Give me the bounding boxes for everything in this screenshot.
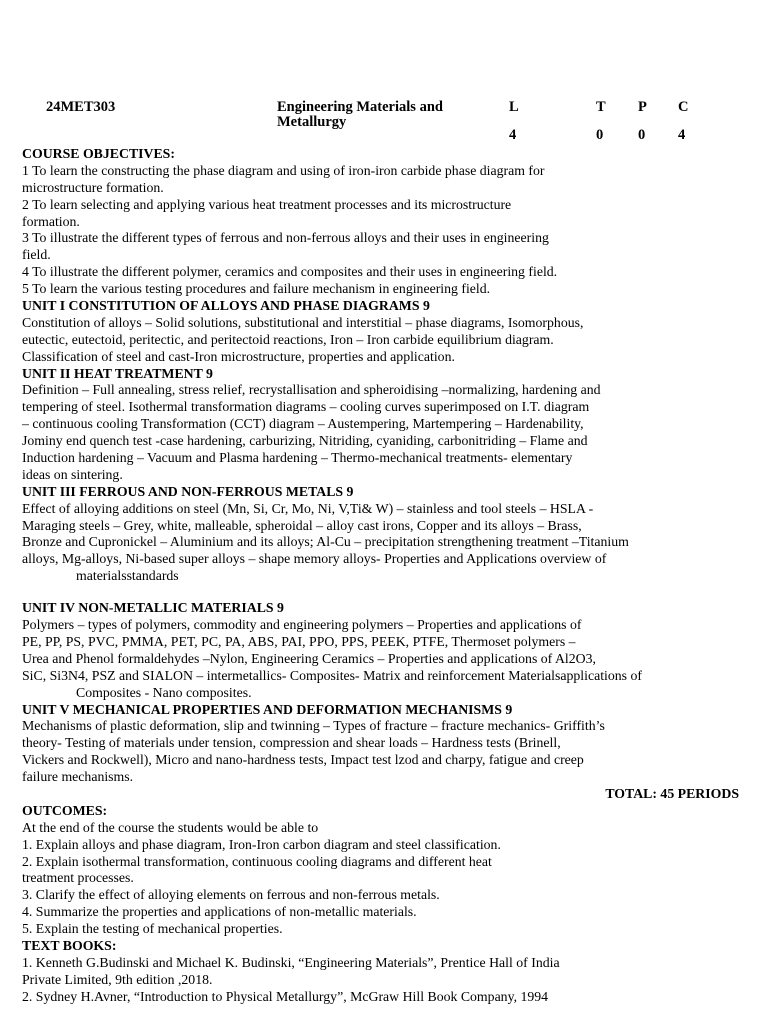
body-text-line: Constitution of alloys – Solid solutions, substitutional and interstitial – phase diagrams, Isomorphous, — [22, 314, 584, 330]
blank-line — [22, 585, 752, 600]
body-text-line: Vickers and Rockwell), Micro and nano-hardness tests, Impact test lzod and charpy, fatigue and creep — [22, 752, 584, 768]
section-heading: UNIT III FERROUS AND NON-FERROUS METALS 9 — [22, 483, 354, 499]
body-text-line: 2. Explain isothermal transformation, continuous cooling diagrams and different heat — [22, 853, 492, 869]
body-text-line: Private Limited, 9th edition ,2018. — [22, 971, 213, 987]
body-text-line: 5 To learn the various testing procedures and failure mechanism in engineering field. — [22, 281, 491, 297]
body-text-line: – continuous cooling Transformation (CCT) diagram – Austempering, Martempering – Hardenability, — [22, 416, 584, 432]
body-text-line: formation. — [22, 213, 80, 229]
body-text-line: Jominy end quench test -case hardening, carburizing, Nitriding, cyaniding, carbonitriding – Flame and — [22, 433, 588, 449]
body-text-line: Mechanisms of plastic deformation, slip and twinning – Types of fracture – fracture mechanics- Griffith’s — [22, 718, 605, 734]
body-text-line: tempering of steel. Isothermal transformation diagrams – cooling curves superimposed on I.T. diagram — [22, 399, 590, 415]
section-heading: UNIT I CONSTITUTION OF ALLOYS AND PHASE DIAGRAMS 9 — [22, 298, 430, 314]
body-text-line: ideas on sintering. — [22, 466, 123, 482]
body-text-line: PE, PP, PS, PVC, PMMA, PET, PC, PA, ABS, PAI, PPO, PPS, PEEK, PTFE, Thermoset polymers – — [22, 633, 576, 649]
body-text-line: Definition – Full annealing, stress relief, recrystallisation and spheroidising –normalizing, hardening and — [22, 382, 601, 398]
body-text-line: 3 To illustrate the different types of ferrous and non-ferrous alloys and their uses in engineering — [22, 230, 549, 246]
ltpc-value-p: 0 — [638, 127, 646, 143]
body-text-line: failure mechanisms. — [22, 769, 134, 785]
section-heading: TEXT BOOKS: — [22, 937, 117, 953]
body-text-line: theory- Testing of materials under tension, compression and shear loads – Hardness tests (Brinell, — [22, 735, 561, 751]
ltpc-value-l: 4 — [509, 127, 517, 143]
body-text-line: alloys, Mg-alloys, Ni-based super alloys – shape memory alloys- Properties and Applications overview of — [22, 551, 607, 567]
body-text-line: 1. Explain alloys and phase diagram, Iron-Iron carbon diagram and steel classification. — [22, 836, 501, 852]
ltpc-label-c: C — [678, 99, 689, 115]
body-text-line: Bronze and Cupronickel – Aluminium and its alloys; Al-Cu – precipitation strengthening treatment –Titanium — [22, 534, 629, 550]
body-text-line: 2. Sydney H.Avner, “Introduction to Physical Metallurgy”, McGraw Hill Book Company, 1994 — [22, 988, 549, 1004]
body-text-line: Composites - Nano composites. — [76, 684, 252, 700]
body-text-line: Induction hardening – Vacuum and Plasma hardening – Thermo-mechanical treatments- elementary — [22, 450, 573, 466]
section-heading: OUTCOMES: — [22, 802, 108, 818]
body-text-line: microstructure formation. — [22, 179, 164, 195]
body-text-line: 1 To learn the constructing the phase diagram and using of iron-iron carbide phase diagram for — [22, 162, 545, 178]
body-text-line: 1. Kenneth G.Budinski and Michael K. Budinski, “Engineering Materials”, Prentice Hall of India — [22, 954, 560, 970]
ltpc-label-p: P — [638, 99, 647, 115]
body-text-line: 5. Explain the testing of mechanical properties. — [22, 921, 283, 937]
section-heading: UNIT IV NON-METALLIC MATERIALS 9 — [22, 600, 284, 616]
syllabus-body — [22, 146, 752, 1006]
body-text-line: eutectic, eutectoid, peritectic, and peritectoid reactions, Iron – Iron carbide equilibrium diagram. — [22, 331, 554, 347]
ltpc-value-c: 4 — [678, 127, 686, 143]
body-text-line: Polymers – types of polymers, commodity and engineering polymers – Properties and applications of — [22, 617, 582, 633]
body-text-line: 4. Summarize the properties and applications of non-metallic materials. — [22, 904, 417, 920]
body-text-line: 4 To illustrate the different polymer, ceramics and composites and their uses in engineering field. — [22, 264, 558, 280]
body-text-line: Urea and Phenol formaldehydes –Nylon, Engineering Ceramics – Properties and applications of Al2O3, — [22, 650, 596, 666]
body-text-line: At the end of the course the students would be able to — [22, 819, 319, 835]
section-heading: COURSE OBJECTIVES: — [22, 146, 175, 161]
ltpc-label-l: L — [509, 99, 519, 115]
course-title-line1: Engineering Materials and — [277, 99, 443, 115]
body-text-line: treatment processes. — [22, 870, 134, 886]
body-text-line: 3. Clarify the effect of alloying elements on ferrous and non-ferrous metals. — [22, 887, 440, 903]
body-text-line: Maraging steels – Grey, white, malleable, spheroidal – alloy cast irons, Copper and its alloys – Brass, — [22, 517, 582, 533]
ltpc-label-t: T — [596, 99, 606, 115]
body-text-line: 2 To learn selecting and applying various heat treatment processes and its microstructure — [22, 196, 512, 212]
section-heading: UNIT V MECHANICAL PROPERTIES AND DEFORMATION MECHANISMS 9 — [22, 701, 513, 717]
course-code: 24MET303 — [46, 99, 116, 115]
body-text-line: Classification of steel and cast-Iron microstructure, properties and application. — [22, 348, 455, 364]
body-text-line: SiC, Si3N4, PSZ and SIALON – intermetallics- Composites- Matrix and reinforcement Materialsapplications of — [22, 667, 642, 683]
course-title-line2: Metallurgy — [277, 114, 347, 130]
body-text-line: field. — [22, 247, 51, 263]
ltpc-value-t: 0 — [596, 127, 604, 143]
body-text-line: Effect of alloying additions on steel (Mn, Si, Cr, Mo, Ni, V,Ti& W) – stainless and tool steels – HSLA - — [22, 500, 594, 516]
section-heading: TOTAL: 45 PERIODS — [605, 785, 739, 801]
body-text-line: materialsstandards — [76, 568, 179, 584]
section-heading: UNIT II HEAT TREATMENT 9 — [22, 365, 213, 381]
